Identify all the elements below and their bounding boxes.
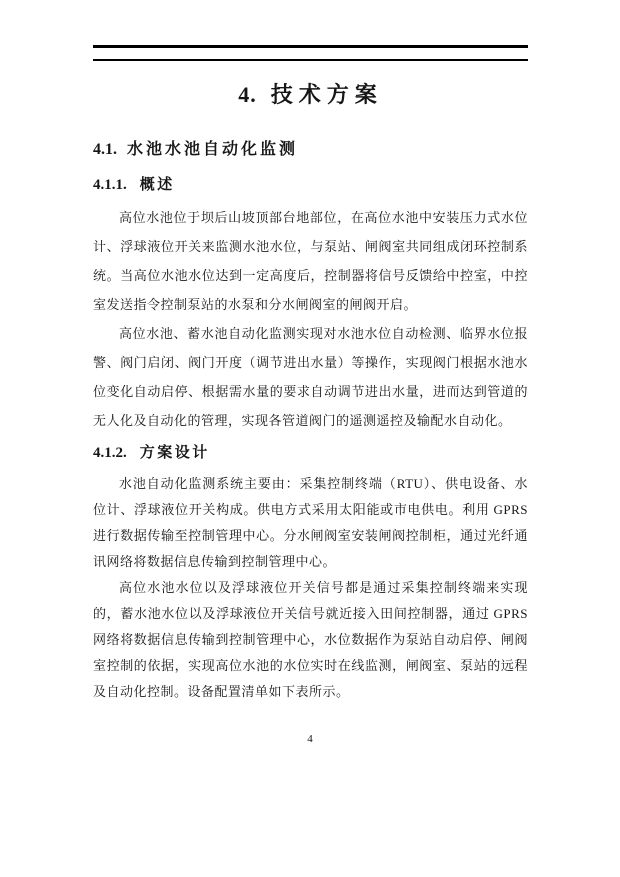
header-rule-thin <box>93 59 528 61</box>
page-number: 4 <box>307 733 313 745</box>
text-block <box>0 45 620 705</box>
paragraph: 高位水池、蓄水池自动化监测实现对水池水位自动检测、临界水位报警、阀门启闭、阀门开度（调节进出水量）等操作，实现阀门根据水池水位变化自动启停、根据需水量的要求自动调节进出水量，进而达到管道的无人化及自动化的管理，实现各管道阀门的遥测遥控及输配水自动化。 <box>93 326 528 428</box>
subsection-title-text: 方案设计 <box>139 445 210 461</box>
chapter-title-text: 技术方案 <box>270 82 383 107</box>
chapter-number: 4. <box>238 82 257 107</box>
section-number: 4.1. <box>93 141 117 158</box>
section-heading <box>93 139 528 161</box>
overview-body <box>93 203 528 435</box>
subsection-number: 4.1.2. <box>93 445 127 461</box>
header-rule-thick <box>93 45 528 48</box>
subsection-number: 4.1.1. <box>93 177 127 193</box>
paragraph: 高位水池位于坝后山坡顶部台地部位，在高位水池中安装压力式水位计、浮球液位开关来监测水池水位，与泵站、闸阀室共同组成闭环控制系统。当高位水池水位达到一定高度后，控制器将信号反馈给中控室，中控室发送指令控制泵站的水泵和分水闸阀室的闸阀开启。 <box>93 210 528 312</box>
paragraph: 高位水池水位以及浮球液位开关信号都是通过采集控制终端来实现的，蓄水池水位以及浮球液位开关信号就近接入田间控制器，通过 GPRS 网络将数据信息传输到控制管理中心，水位数据作为泵站自动启停、闸阀室控制的依据，实现高位水池的水位实时在线监测，闸阀室、泵站的远程及自动化控制。设备配置清单如下表所示。 <box>93 580 528 699</box>
section-title-text: 水池水池自动化监测 <box>127 141 299 158</box>
subsection-heading-design <box>93 443 528 463</box>
subsection-title-text: 概述 <box>139 177 175 193</box>
design-body <box>93 471 528 705</box>
subsection-heading-overview <box>93 175 528 195</box>
paragraph: 水池自动化监测系统主要由：采集控制终端（RTU）、供电设备、水位计、浮球液位开关构成。供电方式采用太阳能或市电供电。利用 GPRS 进行数据传输至控制管理中心。分水闸阀室安装闸阀控制柜，通过光纤通讯网络将数据信息传输到控制管理中心。 <box>93 476 528 569</box>
chapter-title <box>93 81 528 109</box>
